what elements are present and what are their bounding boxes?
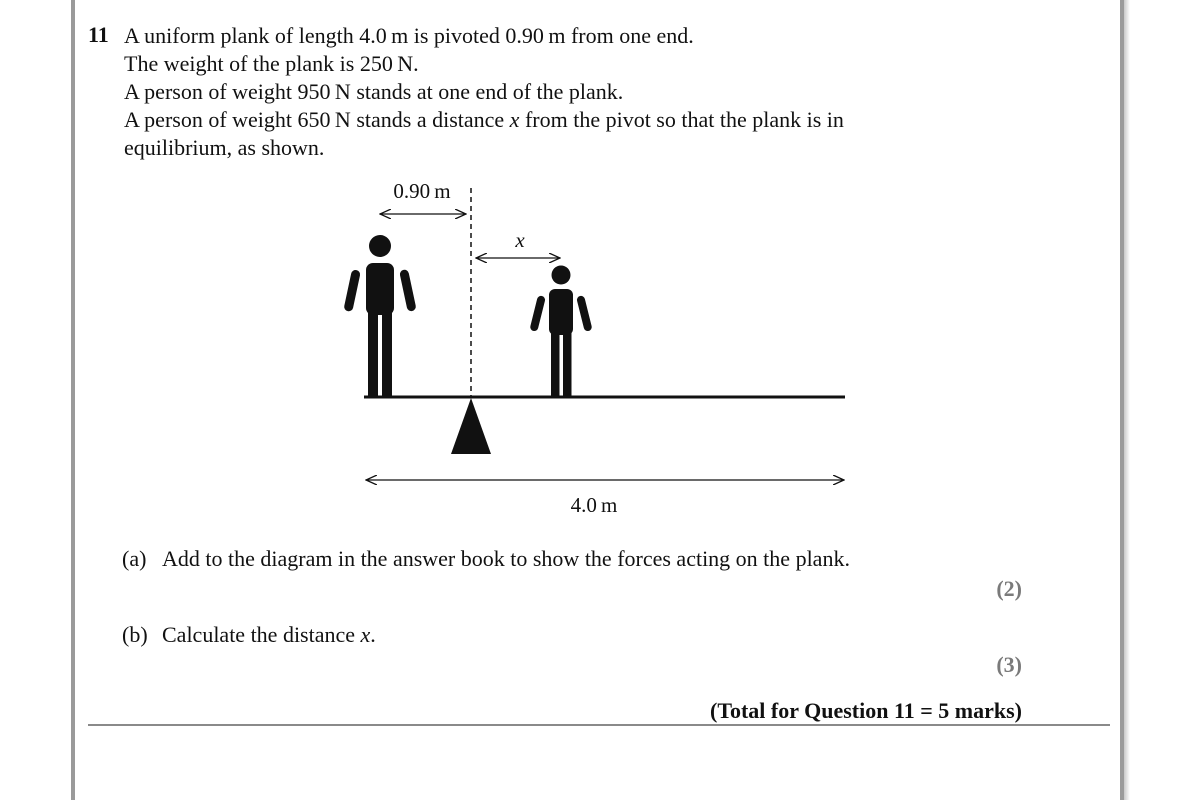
part-a-label: (a) <box>122 546 147 571</box>
stem-line-1: A uniform plank of length 4.0 m is pivoted 0.90 m from one end. <box>124 23 694 48</box>
question-number: 11 <box>88 22 109 47</box>
part-b-marks: (3) <box>996 652 1022 677</box>
label-x: x <box>515 228 525 252</box>
stem-line-4-end: from the pivot so that the plank is in <box>519 107 844 132</box>
part-a-marks: (2) <box>996 576 1022 601</box>
page-left-edge <box>71 0 75 800</box>
plank-diagram <box>330 170 870 530</box>
stem-line-4-start: A person of weight 650 N stands a distance <box>124 107 510 132</box>
part-b-text: Calculate the distance <box>162 622 361 647</box>
part-b-variable-x: x <box>360 622 371 647</box>
page-right-shadow <box>1124 0 1130 800</box>
stem-line-5: equilibrium, as shown. <box>124 135 325 160</box>
part-a <box>122 546 850 572</box>
stem-line-2: The weight of the plank is 250 N. <box>124 51 419 76</box>
question-stem <box>124 22 844 162</box>
question-end-rule <box>88 724 1110 726</box>
part-a-text: Add to the diagram in the answer book to show the forces acting on the plank. <box>162 546 850 571</box>
label-plank-length: 4.0 m <box>570 493 618 517</box>
person-icon-small <box>529 266 592 397</box>
part-b-label: (b) <box>122 622 148 647</box>
part-b-end: . <box>370 622 376 647</box>
person-icon-large <box>343 235 416 396</box>
pivot-triangle <box>451 398 491 454</box>
previous-page-fragment <box>330 0 750 2</box>
stem-line-4 <box>124 106 844 134</box>
part-b <box>122 622 376 648</box>
stem-line-3: A person of weight 950 N stands at one end of the plank. <box>124 79 624 104</box>
label-pivot-distance: 0.90 m <box>393 179 451 203</box>
stem-variable-x: x <box>509 107 520 132</box>
total-marks: (Total for Question 11 = 5 marks) <box>710 698 1022 723</box>
